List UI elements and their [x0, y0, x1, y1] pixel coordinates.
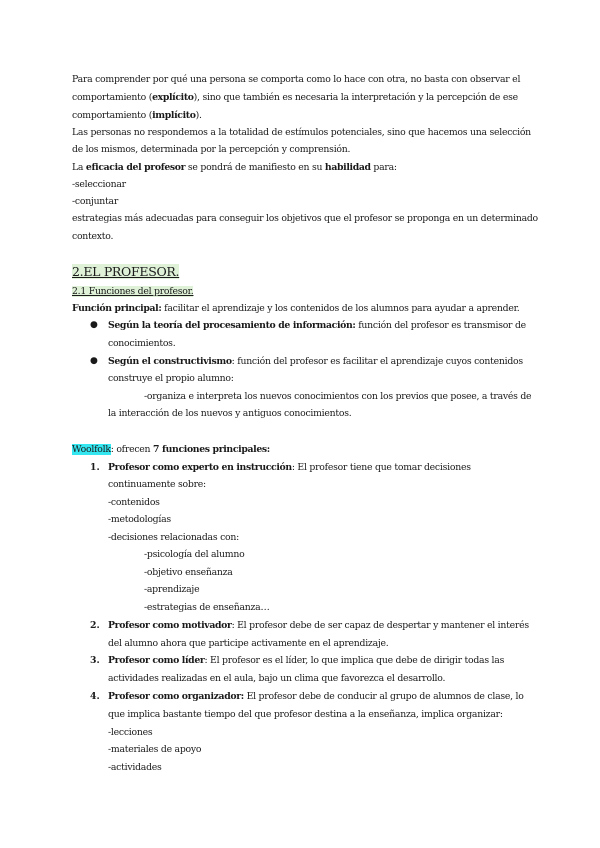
- list-number: 4.: [90, 691, 100, 702]
- intro-p1-line2: comportamiento (explícito), sino que también es necesaria la interpretación y la percepción de ese: [72, 92, 518, 103]
- list-number: 3.: [90, 655, 100, 666]
- funcion-principal: Función principal: facilitar el aprendizaje y los contenidos de los alumnos para ayudar a aprender.: [72, 303, 520, 314]
- sub-item: -materiales de apoyo: [108, 744, 202, 755]
- sub-item: -metodologías: [108, 514, 171, 525]
- sub-item: -contenidos: [108, 497, 160, 508]
- woolfolk-intro: Woolfolk: ofrecen 7 funciones principales:: [72, 444, 270, 455]
- intro-p2-line1: Las personas no respondemos a la totalidad de estímulos potenciales, sino que hacemos una selección: [72, 127, 531, 138]
- sub-item: -lecciones: [108, 727, 153, 738]
- sub-sub-item: -aprendizaje: [144, 584, 200, 595]
- intro-p4-line1: estrategias más adecuadas para conseguir los objetivos que el profesor se proponga en un determinado: [72, 213, 538, 224]
- funcion-lider-line2: actividades realizadas en el aula, bajo un clima que favorezca el desarrollo.: [108, 673, 446, 684]
- bullet-constructivismo-line4: la interacción de los nuevos y antiguos conocimientos.: [108, 408, 352, 419]
- bullet-procesamiento-line2: conocimientos.: [108, 338, 176, 349]
- intro-item-conjuntar: -conjuntar: [72, 196, 119, 207]
- list-number: 1.: [90, 462, 100, 473]
- funcion-organizador: Profesor como organizador: El profesor debe de conducir al grupo de alumnos de clase, lo: [108, 691, 524, 702]
- sub-item: -decisiones relacionadas con:: [108, 532, 239, 543]
- intro-item-seleccionar: -seleccionar: [72, 179, 126, 190]
- intro-p1-line3: comportamiento (implícito).: [72, 110, 202, 121]
- list-number: 2.: [90, 620, 100, 631]
- funcion-motivador: Profesor como motivador: El profesor debe de ser capaz de despertar y mantener el interés: [108, 620, 529, 631]
- bullet-constructivismo-line3: -organiza e interpreta los nuevos conocimientos con los previos que posee, a través de: [144, 391, 532, 402]
- sub-sub-item: -objetivo enseñanza: [144, 567, 233, 578]
- bullet-constructivismo: Según el constructivismo: función del profesor es facilitar el aprendizaje cuyos contenidos: [108, 356, 523, 367]
- bullet-icon: ●: [90, 356, 98, 366]
- funcion-motivador-line2: del alumno ahora que participe activamente en el aprendizaje.: [108, 638, 389, 649]
- intro-p1-line1: Para comprender por qué una persona se comporta como lo hace con otra, no basta con observar el: [72, 74, 521, 85]
- intro-p3: La eficacia del profesor se pondrá de manifiesto en su habilidad para:: [72, 162, 397, 173]
- intro-p4-line2: contexto.: [72, 231, 114, 242]
- sub-sub-item: -psicología del alumno: [144, 549, 245, 560]
- funcion-experto: Profesor como experto en instrucción: El profesor tiene que tomar decisiones: [108, 462, 471, 473]
- funcion-experto-line2: continuamente sobre:: [108, 479, 206, 490]
- sub-sub-item: -estrategias de enseñanza…: [144, 602, 270, 613]
- intro-p2-line2: de los mismos, determinada por la percepción y comprensión.: [72, 144, 351, 155]
- bullet-procesamiento: Según la teoría del procesamiento de información: función del profesor es transmisor de: [108, 320, 526, 331]
- funcion-lider: Profesor como líder: El profesor es el líder, lo que implica que debe de dirigir todas las: [108, 655, 505, 666]
- section-title: 2.EL PROFESOR.: [72, 264, 180, 279]
- funcion-organizador-line2: que implica bastante tiempo del que profesor destina a la enseñanza, implica organizar:: [108, 709, 503, 720]
- sub-item: -actividades: [108, 762, 162, 773]
- section-subtitle: 2.1 Funciones del profesor.: [72, 286, 194, 297]
- bullet-icon: ●: [90, 320, 98, 330]
- bullet-constructivismo-line2: construye el propio alumno:: [108, 373, 234, 384]
